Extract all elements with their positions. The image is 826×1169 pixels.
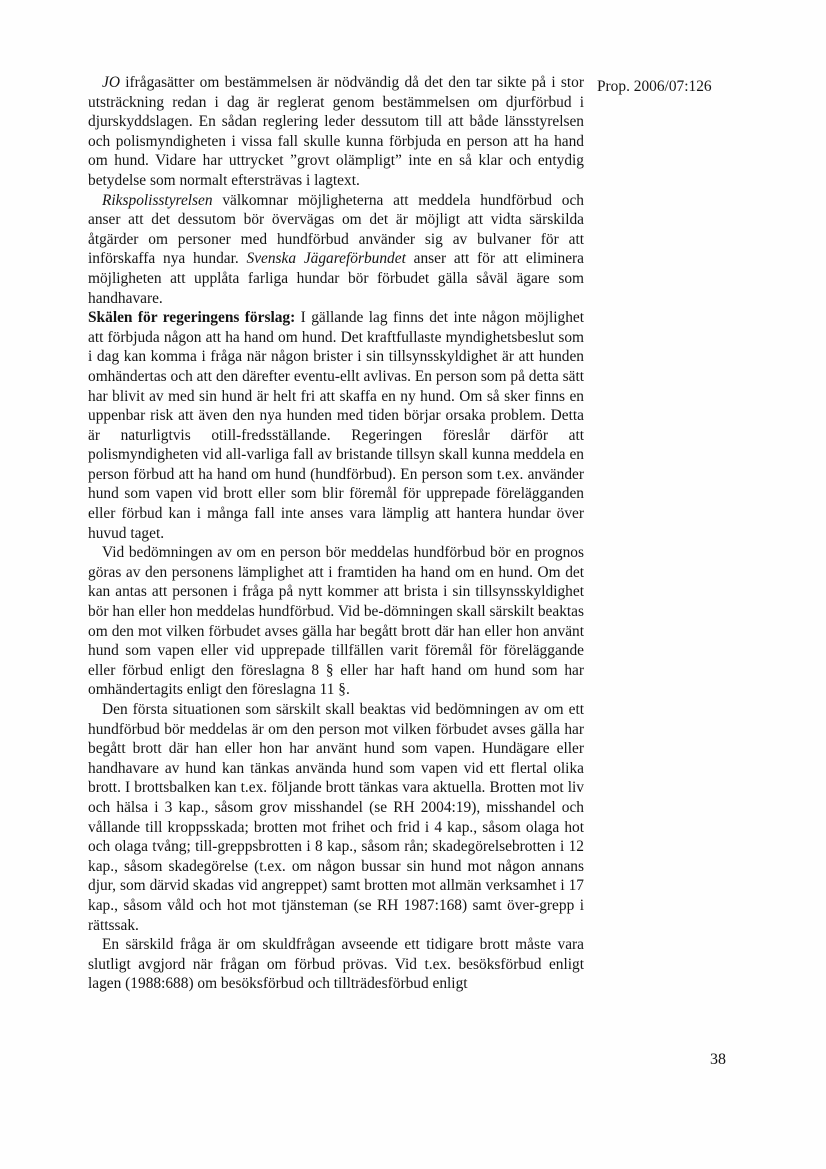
- paragraph-text: anser att för att eliminera möjligheten att upplåta farliga hundar bör förbudet gälla såväl ägare som handhavare.: [88, 250, 584, 307]
- section-heading: Skälen för regeringens förslag:: [88, 309, 296, 327]
- paragraph-government-reasons: [88, 308, 584, 543]
- paragraph-text: En särskild fråga är om skuldfrågan avseende ett tidigare brott måste vara slutligt avgjord när frågan om förbud prövas. Vid t.ex. besöksförbud enligt lagen (1988:688) om besöksförbud och tillträdesförbud enligt: [88, 936, 584, 993]
- paragraph-text: ifrågasätter om bestämmelsen är nödvändig då det den tar sikte på i stor utsträckning redan i dag är reglerat genom bestämmelsen om djurförbud i djurskyddslagen. En sådan reglering leder dessutom till att både länsstyrelsen och polismyndigheten i vissa fall skulle kunna förbjuda en person att ha hand om hund. Vidare har uttrycket ”grovt olämpligt” inte en så klar och entydig betydelse som normalt eftersträvas i lagtext.: [88, 74, 584, 189]
- paragraph-first-situation: [88, 700, 584, 935]
- paragraph-text: välkomnar möjligheterna att meddela hundförbud och anser att det dessutom bör övervägas om det är möjligt att vidta särskilda åtgärder om personer med hundförbud använder sig av bulvaner för att införskaffa nya hundar.: [88, 191, 584, 268]
- paragraph-assessment: [88, 543, 584, 700]
- paragraph-jo-opinion: [88, 73, 584, 191]
- paragraph-rikspolisstyrelsen-opinion: [88, 191, 584, 309]
- page-number: 38: [710, 1051, 726, 1068]
- authority-name: Rikspolisstyrelsen: [102, 191, 213, 209]
- organisation-name: Svenska Jägareförbundet: [246, 250, 406, 268]
- document-reference: Prop. 2006/07:126: [597, 78, 712, 95]
- paragraph-text: Vid bedömningen av om en person bör meddelas hundförbud bör en prognos göras av den personens lämplighet att i framtiden ha hand om en hund. Om det kan antas att personen i fråga på nytt kommer att brista i sin tillsynsskyldighet bör han eller hon meddelas hundförbud. Vid be-dömningen skall särskilt beaktas om den mot vilken förbudet avses gälla har begått brott där han eller hon använt hund som vapen eller vid upprepade tillfällen varit föremål för föreläggande eller förbud enligt den föreslagna 8 § eller har haft hand om hund som har omhändertagits enligt den föreslagna 11 §.: [88, 544, 584, 699]
- body-text: [88, 73, 584, 994]
- paragraph-text: I gällande lag finns det inte någon möjlighet att förbjuda någon att ha hand om hund. Det kraftfullaste myndighetsbeslut som i dag kan komma i fråga när någon brister i sin tillsynsskyldighet är att hunden omhändertas och att den därefter eventu-ellt avlivas. En person som på detta sätt har blivit av med sin hund är helt fri att skaffa en ny hund. Om så sker finns en uppenbar risk att även den nya hunden med tiden börjar orsaka problem. Detta är naturligtvis otill-fredsställande. Regeringen föreslår därför att polismyndigheten vid all-varliga fall av bristande tillsyn skall kunna meddela en person förbud att ha hand om hund (hundförbud). En person som t.ex. använder hund som vapen vid brott eller som blir föremål för upprepade förelägganden eller förbud kan i många fall inte anses vara lämplig att hantera hundar över huvud taget.: [88, 309, 585, 542]
- authority-name: JO: [102, 74, 120, 91]
- paragraph-guilt-question: [88, 935, 584, 994]
- paragraph-text: Den första situationen som särskilt skall beaktas vid bedömningen av om ett hundförbud bör meddelas är om den person mot vilken förbudet avses gälla har begått brott där han eller hon har använt hund som vapen. Hundägare eller handhavare av hund kan tänkas använda hund som vapen vid ett flertal olika brott. I brottsbalken kan t.ex. följande brott tänkas vara aktuella. Brotten mot liv och hälsa i 3 kap., såsom grov misshandel (se RH 2004:19), misshandel och vållande till kroppsskada; brotten mot frihet och frid i 4 kap., såsom olaga hot och olaga tvång; till-greppsbrotten i 8 kap., såsom rån; skadegörelsebrotten i 12 kap., såsom skadegörelse (t.ex. om någon bussar sin hund mot någon annans djur, som därvid skadas vid angreppet) samt brotten mot allmän verksamhet i 17 kap., såsom våld och hot mot tjänsteman (se RH 1987:168) samt över-grepp i rättssak.: [88, 701, 584, 934]
